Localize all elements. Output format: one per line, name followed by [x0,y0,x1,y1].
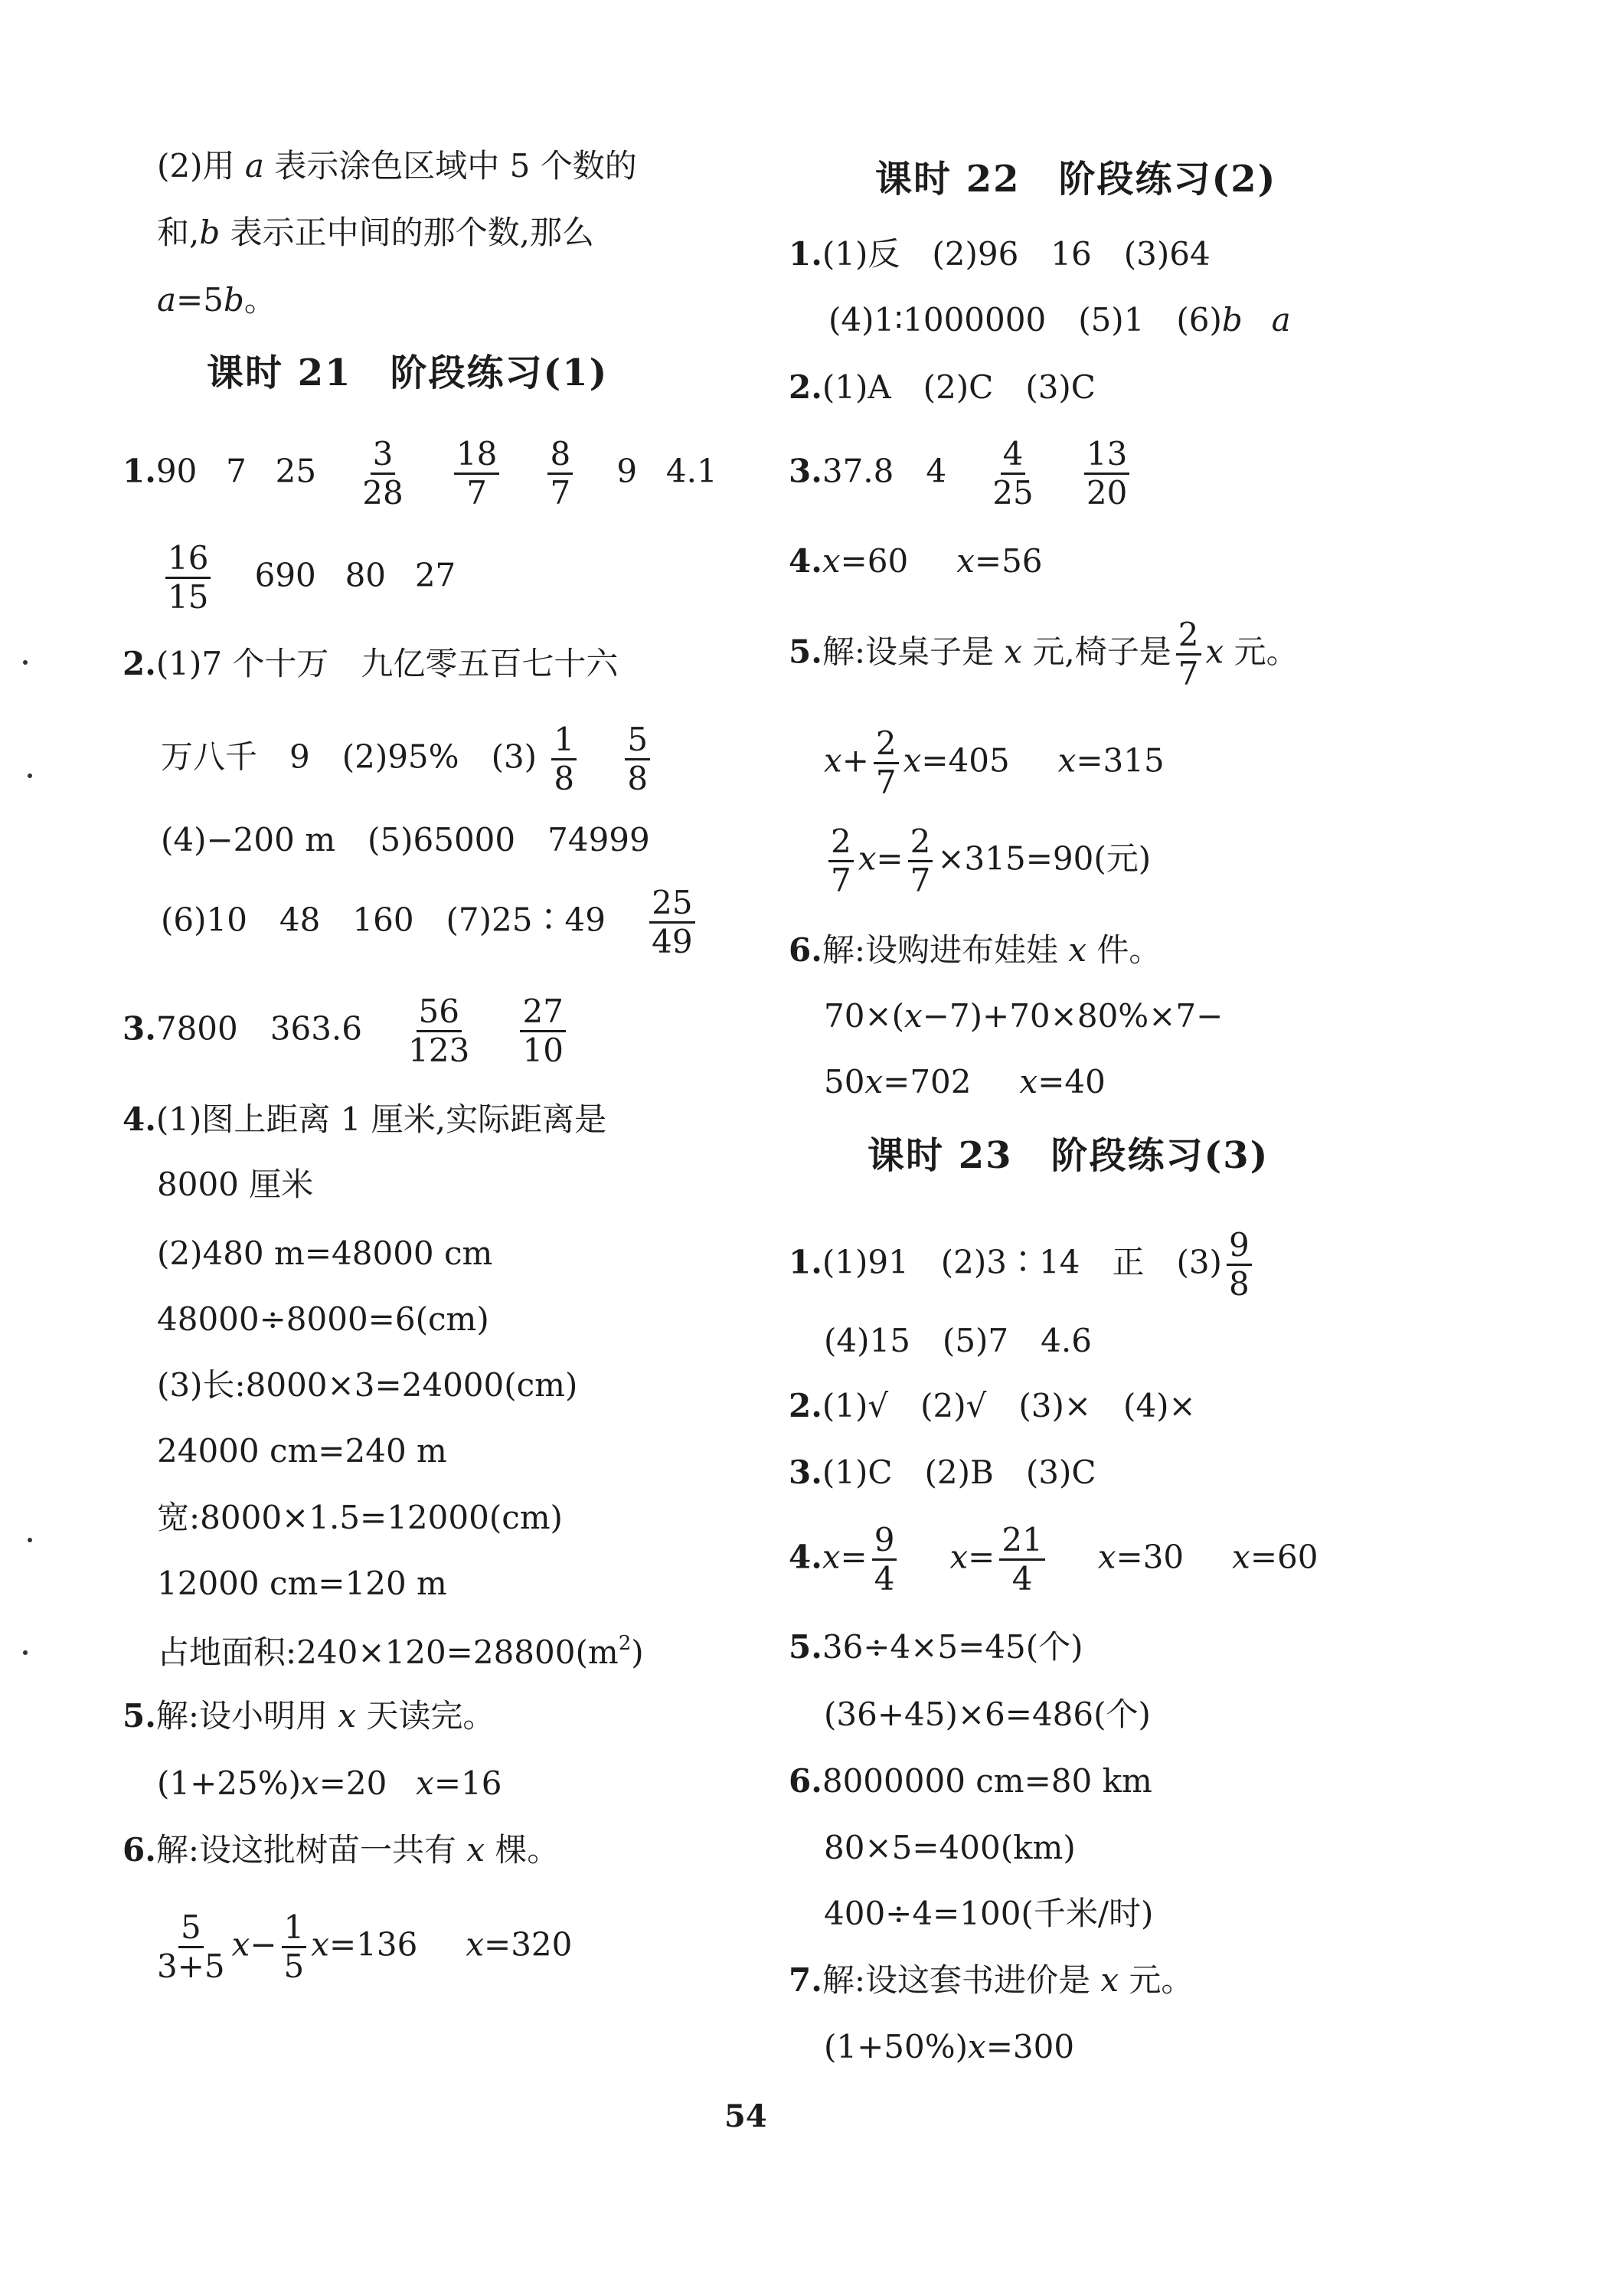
text: = [876,839,903,878]
var: x [311,1925,329,1964]
text: =30 [1116,1538,1185,1576]
text: 元。 [1129,1961,1194,1999]
q4-line-7: 宽:8000×1.5=12000(cm) [157,1499,563,1536]
answer: 4.1 [665,452,717,490]
q3-line [123,992,570,1069]
question-number: 5. [789,1628,822,1666]
denominator: 4 [874,1560,895,1597]
r-q7-line-1 [789,1226,1256,1303]
var: b [199,214,221,251]
question-number: 5. [123,1697,156,1735]
question-number: 2. [123,645,156,682]
text: 解:设桌子是 [822,633,995,671]
var: x [904,997,923,1035]
fraction [547,435,573,512]
question-number: 3. [123,1009,156,1048]
var: x [1004,633,1023,671]
text: 70×( [824,997,905,1035]
answer: ) [631,1633,644,1671]
var: x [1019,1063,1038,1100]
text: =40 [1037,1063,1106,1100]
question-number: 3. [789,1454,822,1491]
answer: =56 [974,542,1043,580]
question-number: 3. [789,452,822,490]
fraction [406,992,472,1069]
fraction [649,884,694,960]
text: 解:设这批树苗一共有 [155,1831,457,1869]
r-q10-line [789,1521,1318,1597]
text: (1+50%) [824,2028,969,2065]
q6-line-1 [123,1831,560,1869]
denominator: 3+5 [157,1947,225,1985]
numerator: 3 [371,438,396,475]
numerator: 13 [1084,438,1129,475]
denominator: 7 [910,862,931,899]
fraction [165,539,211,616]
fraction [1176,616,1201,692]
var: x [466,1925,484,1964]
numerator: 8 [547,438,573,475]
answer: 7800 363.6 [155,1009,362,1048]
fraction [990,435,1035,512]
numerator: 5 [178,1911,204,1948]
r-q12-line-1 [789,1762,1152,1800]
answer: (1)反 (2)96 16 (3)64 [822,235,1211,273]
q2-line-4 [161,884,700,960]
text: 解:设小明用 [155,1697,328,1735]
var: x [824,741,842,780]
numerator: 27 [520,996,565,1032]
text: =300 [985,2028,1075,2065]
fraction [454,435,499,512]
page-number: 54 [724,2098,767,2134]
q4-line-5: (3)长:8000×3=24000(cm) [157,1366,578,1404]
answer: 7 [226,452,247,490]
denominator: 8 [554,760,575,797]
text: =702 [883,1063,972,1100]
numerator: 1 [551,724,577,760]
text: 和, [157,214,200,251]
numerator: 21 [999,1524,1044,1561]
denominator: 8 [1228,1265,1250,1303]
question-number: 2. [789,1387,822,1424]
r-q4-line [789,542,1043,580]
r-q11-line-2: (36+45)×6=486(个) [824,1696,1151,1733]
question-number: 6. [123,1831,156,1869]
text: 棵。 [495,1831,560,1869]
numerator: 56 [417,996,462,1032]
denominator: 4 [1011,1560,1033,1597]
denominator: 8 [627,760,649,797]
r-q6-line-1 [789,931,1162,969]
var: a [1271,301,1291,338]
answer: (1)7 个十万 九亿零五百七十六 [155,645,619,682]
var: a [157,281,177,319]
q2-line-3: (4)−200 m (5)65000 74999 [161,821,650,858]
answer: 25 [275,452,317,490]
var: x [466,1831,485,1869]
text: + [841,741,869,780]
fraction [625,721,650,797]
numerator: 9 [1227,1229,1252,1266]
text: =5 [176,281,224,319]
q4-line-6: 24000 cm=240 m [157,1432,447,1470]
numerator: 2 [908,826,933,862]
var: x [231,1925,250,1964]
r-q5-line-2 [824,724,1165,801]
r-q1-line-2 [828,301,1291,338]
question-number: 1. [123,452,156,490]
answer: 690 [254,556,316,594]
text: =20 [319,1764,387,1802]
numerator: 5 [625,724,650,760]
fraction [1084,435,1129,512]
text: (2)用 [157,147,235,185]
question-number: 4. [123,1100,156,1138]
q4-line-4: 48000÷8000=6(cm) [157,1300,489,1338]
denominator: 7 [550,474,571,512]
answer: 9 [616,452,638,490]
numerator: 2 [828,826,854,862]
fraction [1227,1226,1252,1303]
var: x [338,1697,357,1735]
var: x [1205,633,1224,671]
denominator: 15 [168,578,209,616]
fraction [360,435,405,512]
q4-line-9 [157,1633,644,1669]
q4-line-2: 8000 厘米 [157,1166,314,1203]
text: =405 [921,741,1010,780]
numerator: 1 [282,1911,307,1948]
text: = [968,1538,995,1576]
answer: 万八千 9 (2)95% (3) [161,737,538,776]
intro-line-3 [157,281,276,319]
heading-lesson-22: 课时 22 阶段练习(2) [875,158,1277,201]
numerator: 16 [165,542,211,579]
var: x [416,1764,434,1802]
question-number: 7. [789,1961,822,1999]
denominator: 123 [408,1032,470,1069]
var: x [1097,1538,1116,1576]
r-q6-line-3 [824,1063,1106,1100]
fraction [828,822,854,899]
text: 解:设这套书进价是 [822,1961,1091,1999]
superscript: 2 [618,1632,632,1655]
answer: 90 [155,452,198,490]
text: =16 [433,1764,502,1802]
answer: 36÷4×5=45(个) [822,1628,1083,1666]
var: x [301,1764,319,1802]
answer: 占地面积:240×120=28800(m [157,1633,619,1671]
question-number: 2. [789,368,822,406]
text: 表示涂色区域中 5 个数的 [274,147,637,185]
fraction [874,724,899,801]
numerator: 4 [1001,438,1026,475]
answer: 27 [414,556,456,594]
denominator: 7 [1178,655,1199,692]
q4-line-8: 12000 cm=120 m [157,1565,447,1602]
text: ×315=90(元) [937,839,1152,878]
r-q3-line [789,435,1134,512]
var: b [223,281,244,319]
q1-line-2 [161,539,456,616]
answer: (1)√ (2)√ (3)× (4)× [822,1387,1196,1424]
intro-line-1 [157,147,637,185]
answer: =60 [840,542,909,580]
denominator: 10 [522,1032,564,1069]
numerator: 25 [649,887,694,924]
var: a [244,147,264,185]
question-number: 4. [789,542,822,580]
text: 元,椅子是 [1032,633,1171,671]
denominator: 5 [283,1947,305,1985]
r-q5-line-1 [789,616,1299,692]
text: =315 [1076,741,1165,780]
denominator: 7 [466,474,487,512]
answer: (4)1∶1000000 (5)1 (6) [828,301,1222,338]
var: b [1221,301,1243,338]
q2-line-2 [161,721,655,797]
var: x [858,839,877,878]
text: 表示正中间的那个数,那么 [230,214,594,251]
margin-mark [28,773,32,778]
denominator: 20 [1086,474,1128,512]
r-q9-line [789,1454,1096,1491]
intro-line-2 [157,214,594,251]
heading-lesson-23: 课时 23 阶段练习(3) [868,1134,1269,1177]
answer: (1)C (2)B (3)C [822,1454,1096,1491]
denominator: 28 [362,474,404,512]
numerator: 9 [872,1524,897,1561]
var: x [956,542,975,580]
var: x [903,741,922,780]
answer: (1)图上距离 1 厘米,实际距离是 [155,1100,607,1138]
q5-line-1 [123,1697,495,1735]
numerator: 18 [454,438,499,475]
r-q7-line-2: (4)15 (5)7 4.6 [824,1322,1092,1359]
var: x [1057,741,1077,780]
margin-mark [23,660,28,665]
q6-line-2 [150,1908,573,1985]
text: 件。 [1096,931,1162,969]
question-number: 1. [789,235,822,273]
question-number: 6. [789,1762,822,1800]
fraction [551,721,577,797]
text: 。 [243,281,276,319]
numerator: 2 [1176,619,1201,656]
question-number: 4. [789,1538,822,1576]
answer: (1)91 (2)3∶14 正 (3) [822,1243,1222,1281]
q1-line-1 [123,435,717,512]
denominator: 25 [992,474,1034,512]
text: 元。 [1234,633,1299,671]
denominator: 7 [831,862,851,899]
var: x [1100,1961,1119,1999]
var: x [822,1538,841,1576]
r-q2-line [789,368,1096,406]
denominator: 49 [652,923,693,960]
var: x [1232,1538,1250,1576]
text: 50 [824,1063,865,1100]
text: = [840,1538,868,1576]
answer: (6)10 48 160 (7)25∶49 [161,901,606,939]
var: x [822,542,841,580]
fraction [908,822,933,899]
r-q8-line [789,1387,1196,1424]
text: − [250,1925,277,1964]
numerator: 2 [874,728,899,764]
heading-lesson-21: 课时 21 阶段练习(1) [207,352,609,394]
r-q6-line-2 [824,997,1224,1035]
answer: (1)A (2)C (3)C [822,368,1096,406]
r-q1-line-1 [789,235,1211,273]
r-q11-line-1 [789,1628,1083,1666]
denominator: 7 [875,764,897,801]
var: x [968,2028,986,2065]
fraction [999,1521,1044,1597]
r-q12-line-2: 80×5=400(km) [824,1829,1076,1866]
fraction [872,1521,897,1597]
var: x [1068,931,1087,969]
text: =320 [484,1925,573,1964]
q2-line-1 [123,645,619,682]
fraction [520,992,565,1069]
r-q13-line-1 [789,1961,1194,1999]
var: x [949,1538,969,1576]
text: 天读完。 [366,1697,495,1735]
r-q12-line-3: 400÷4=100(千米/时) [824,1895,1154,1932]
q4-line-3: (2)480 m=48000 cm [157,1234,493,1272]
var: x [864,1063,884,1100]
q5-line-2 [157,1764,502,1802]
r-q5-line-3 [824,822,1152,899]
text: =60 [1250,1538,1318,1576]
text: (1+25%) [157,1764,302,1802]
answer: 80 [345,556,387,594]
fraction [282,1908,307,1985]
margin-mark [28,1538,32,1542]
text: =136 [328,1925,418,1964]
question-number: 5. [789,633,822,671]
text: 解:设购进布娃娃 [822,931,1059,969]
answer: 37.8 4 [822,452,947,490]
r-q13-line-2 [824,2028,1075,2065]
margin-mark [23,1650,28,1655]
text: −7)+70×80%×7− [922,997,1224,1035]
answer: 8000000 cm=80 km [822,1762,1152,1800]
q4-line-1 [123,1100,607,1138]
question-number: 1. [789,1243,822,1281]
question-number: 6. [789,931,822,969]
fraction [155,1908,227,1985]
